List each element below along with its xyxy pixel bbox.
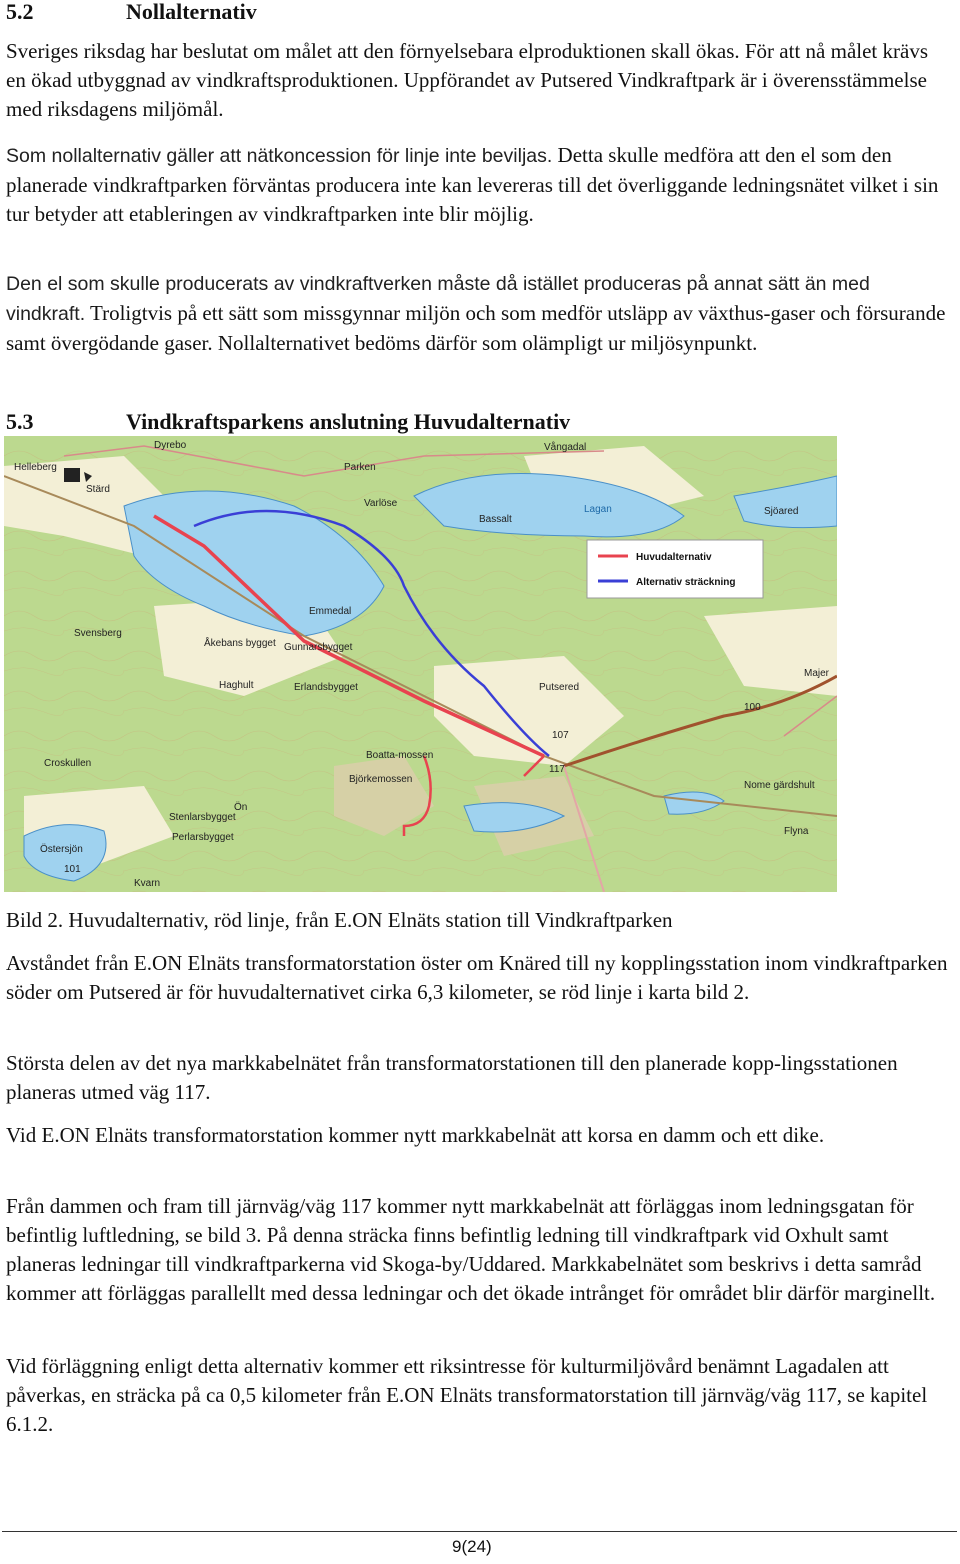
- road-number: 117: [549, 764, 565, 775]
- place-label: Helleberg: [14, 462, 57, 473]
- legend-main-label: Huvudalternativ: [636, 552, 712, 563]
- paragraph-continuation: Detta skulle medföra att den el som den planerade vindkraftparken förväntas producera inte kan levereras till det överliggande ledningsnätet vilket i sin tur betyder att etableringen av vindkraftparken inte blir möjlig.: [6, 143, 939, 226]
- place-label: Stärd: [86, 484, 110, 495]
- section-number: 5.2: [6, 0, 34, 24]
- footer-rule: [2, 1531, 957, 1532]
- paragraph-lead-sentence: Den el som skulle producerats av vindkraftverken måste då istället produceras på annat sätt än med vindkraft.: [6, 273, 870, 325]
- place-label: Sjöared: [764, 506, 799, 517]
- section-title: Vindkraftsparkens anslutning Huvudalternativ: [126, 409, 571, 434]
- place-label: Dyrebo: [154, 440, 187, 451]
- place-label: Björkemossen: [349, 774, 413, 785]
- place-label: Nome gärdshult: [744, 780, 815, 791]
- paragraph-damm: Vid E.ON Elnäts transformatorstation kommer nytt markkabelnät att korsa en damm och ett dike.: [6, 1123, 825, 1147]
- legend-alt-label: Alternativ sträckning: [636, 577, 736, 588]
- paragraph-storsta-delen: Största delen av det nya markkabelnätet från transformatorstationen till den planerade kopp-lingsstationen planeras utmed väg 117.: [6, 1051, 898, 1104]
- place-label: Haghult: [219, 680, 254, 691]
- paragraph-avstand: Avståndet från E.ON Elnäts transformatorstation öster om Knäred till ny kopplingsstation inom vindkraftparken söder om Putsered är för huvudalternativet cirka 6,3 kilometer, se röd linje i karta bild 2.: [6, 951, 948, 1004]
- page-number: 9(24): [452, 1537, 492, 1556]
- place-label: Kvarn: [134, 878, 161, 889]
- figure-caption: Bild 2. Huvudalternativ, röd linje, från E.ON Elnäts station till Vindkraftparken: [6, 908, 673, 932]
- place-label: Gunnarsbygget: [284, 642, 353, 653]
- place-label: Putsered: [539, 682, 580, 693]
- paragraph-nollalternativ: [6, 141, 950, 229]
- road-number: 100: [744, 702, 761, 713]
- place-label: Emmedal: [309, 606, 352, 617]
- place-label: Flyna: [784, 826, 809, 837]
- place-label: Bassalt: [479, 514, 512, 525]
- map-legend: [587, 540, 763, 598]
- section-number: 5.3: [6, 409, 34, 434]
- place-label: Svensberg: [74, 628, 122, 639]
- place-label: Majer: [804, 668, 830, 679]
- road-number: 107: [552, 730, 569, 741]
- place-label: Lagan: [584, 504, 612, 515]
- place-label: Croskullen: [44, 758, 92, 769]
- paragraph-fran-dammen: Från dammen och fram till järnväg/väg 117 kommer nytt markkabelnät att förläggas inom ledningsgatan för befintlig luftledning, se bild 3. På denna sträcka finns befintlig ledning till vindkraftpark vid Oxhult samt planeras ledningar till vindkraftparkerna vid Skoga-by/Uddared. Markkabelnätet som beskrivs i detta samråd kommer att förläggas parallellt med dessa ledningar och det ökade intrånget för området blir därför marginellt.: [6, 1194, 936, 1305]
- place-label: Åkebans bygget: [204, 638, 276, 649]
- place-label: Ön: [234, 802, 248, 813]
- route-map: [4, 436, 837, 892]
- place-label: Varlöse: [364, 498, 398, 509]
- place-label: Perlarsbygget: [172, 832, 234, 843]
- place-label: Östersjön: [40, 844, 83, 855]
- section-title: Nollalternativ: [126, 0, 257, 24]
- place-label: Stenlarsbygget: [169, 812, 236, 823]
- road-number: 101: [64, 864, 81, 875]
- paragraph-continuation: Troligtvis på ett sätt som missgynnar miljön och som medför utsläpp av växthus-gaser och försurande samt övergödande gaser. Nollalternativet bedöms därför som olämpligt ur miljösynpunkt.: [6, 301, 946, 355]
- place-label: Boatta-mossen: [366, 750, 434, 761]
- place-label: Erlandsbygget: [294, 682, 358, 693]
- place-label: Vångadal: [544, 442, 587, 453]
- legend-box: [587, 540, 763, 598]
- paragraph-lead-sentence: Som nollalternativ gäller att nätkoncession för linje inte beviljas.: [6, 145, 553, 167]
- paragraph-riksdag: Sveriges riksdag har beslutat om målet att den förnyelsebara elproduktionen skall ökas. För att nå målet krävs en ökad utbyggnad av vindkraftsproduktionen. Uppförandet av Putsered Vindkraftpark är i överensstämmelse med riksdagens miljömål.: [6, 39, 928, 121]
- section-heading-5-2: [6, 0, 257, 24]
- paragraph-forlaggning: Vid förläggning enligt detta alternativ kommer ett riksintresse för kulturmiljövård benämnt Lagadalen att påverkas, en sträcka på ca 0,5 kilometer från E.ON Elnäts transformatorstation till järnväg/väg 117, se kapitel 6.1.2.: [6, 1354, 928, 1436]
- section-heading-5-3: [6, 410, 570, 434]
- paragraph-vindkraft: [6, 269, 950, 358]
- station-building: [64, 468, 80, 482]
- place-label: Parken: [344, 462, 376, 473]
